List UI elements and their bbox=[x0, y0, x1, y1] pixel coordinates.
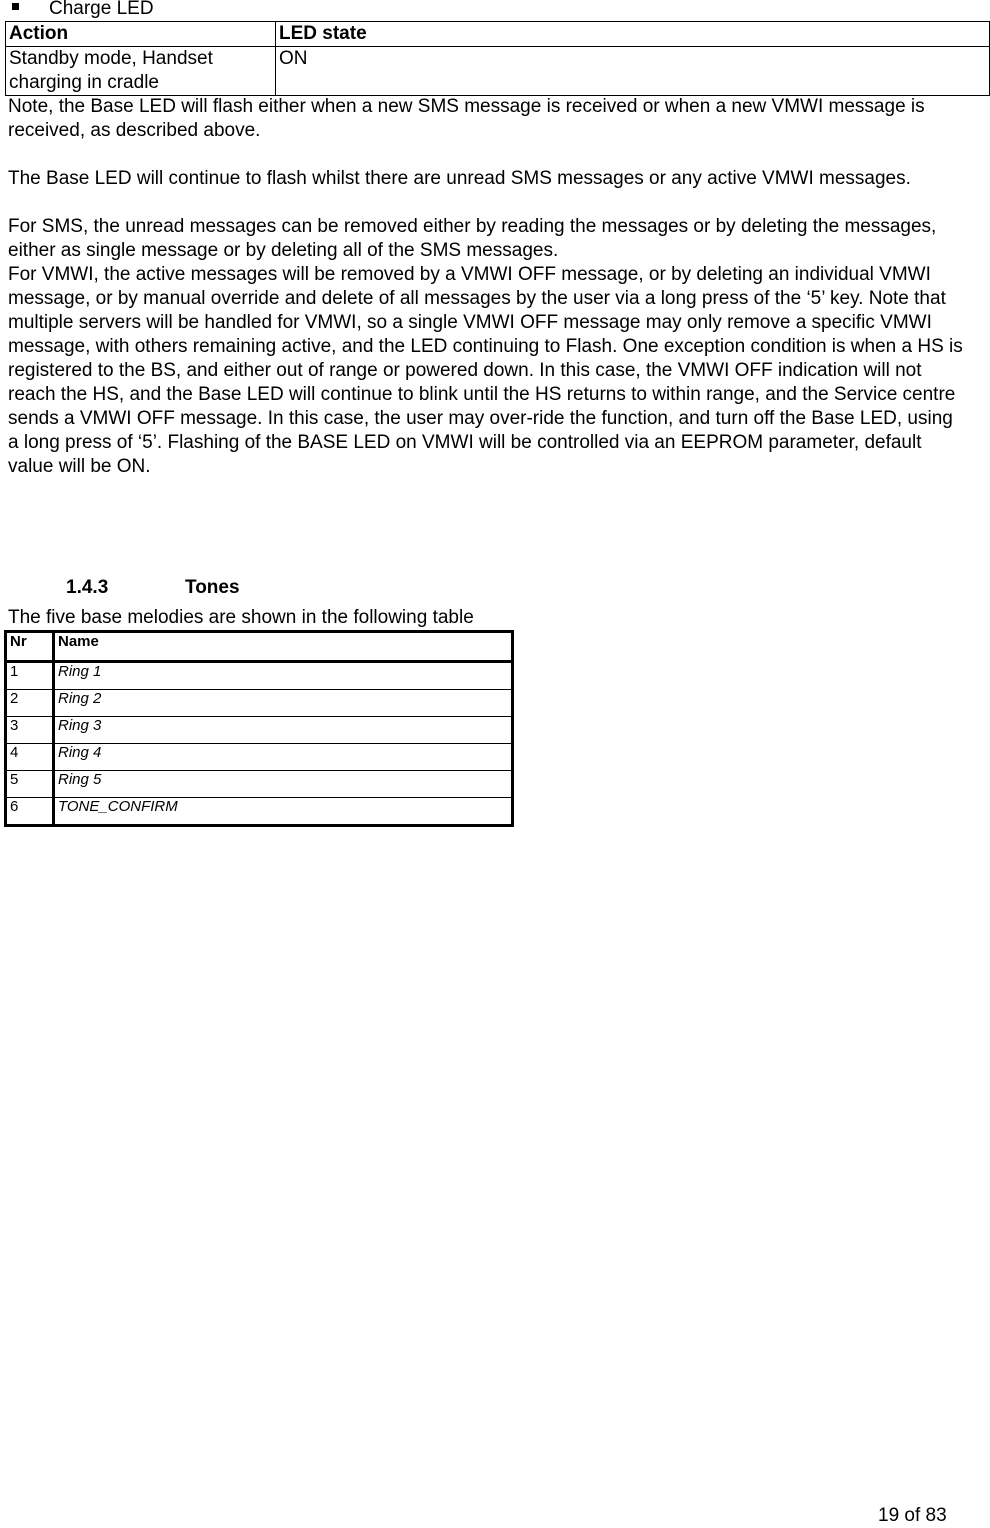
cell-action: Standby mode, Handset charging in cradle bbox=[6, 47, 276, 96]
bullet-charge-led bbox=[12, 0, 154, 20]
cell-name: Ring 1 bbox=[54, 662, 513, 690]
paragraph-note: Note, the Base LED will flash either when a new SMS message is received or when a new VMWI message is received, as described above. bbox=[8, 96, 925, 141]
page-number: 19 of 83 bbox=[878, 1505, 947, 1526]
cell-nr: 2 bbox=[6, 690, 54, 717]
led-state-table bbox=[5, 21, 990, 96]
cell-nr: 5 bbox=[6, 771, 54, 798]
paragraph-continue: The Base LED will continue to flash whilst there are unread SMS messages or any active VMWI messages. bbox=[8, 168, 911, 189]
bullet-text: Charge LED bbox=[49, 0, 154, 19]
paragraph-sms: For SMS, the unread messages can be removed either by reading the messages or by deleting the messages, either as single message or by deleting all of the SMS messages. bbox=[8, 216, 937, 261]
table-row bbox=[6, 744, 513, 771]
section-title: Tones bbox=[185, 577, 240, 598]
header-led-state: LED state bbox=[276, 22, 990, 47]
square-bullet-icon bbox=[12, 3, 19, 10]
table-row bbox=[6, 798, 513, 826]
table-row bbox=[6, 717, 513, 744]
table-row bbox=[6, 690, 513, 717]
section-number: 1.4.3 bbox=[66, 577, 109, 598]
tones-table bbox=[4, 630, 514, 827]
table-row bbox=[6, 47, 990, 96]
cell-name: Ring 2 bbox=[54, 690, 513, 717]
cell-nr: 6 bbox=[6, 798, 54, 826]
table-header-row bbox=[6, 22, 990, 47]
table-row bbox=[6, 771, 513, 798]
table-row bbox=[6, 662, 513, 690]
cell-nr: 3 bbox=[6, 717, 54, 744]
header-name: Name bbox=[54, 632, 513, 662]
section-heading bbox=[66, 576, 240, 600]
cell-nr: 1 bbox=[6, 662, 54, 690]
cell-name: Ring 3 bbox=[54, 717, 513, 744]
cell-name: Ring 5 bbox=[54, 771, 513, 798]
tones-intro: The five base melodies are shown in the following table bbox=[8, 607, 474, 628]
cell-name: TONE_CONFIRM bbox=[54, 798, 513, 826]
paragraph-vmwi: For VMWI, the active messages will be removed by a VMWI OFF message, or by deleting an individual VMWI message, or by manual override and delete of all messages by the user via a long press of the ‘5’ key. Note that multiple servers will be handled for VMWI, so a single VMWI OFF message may only remove a specific VMWI message, with others remaining active, and the LED continuing to Flash. One exception condition is when a HS is registered to the BS, and either out of range or powered down. In this case, the VMWI OFF indication will not reach the HS, and the Base LED will continue to blink until the HS returns to within range, and the Service centre sends a VMWI OFF message. In this case, the user may over-ride the function, and turn off the Base LED, using a long press of ‘5’. Flashing of the BASE LED on VMWI will be controlled via an EEPROM parameter, default value will be ON. bbox=[8, 264, 963, 477]
header-nr: Nr bbox=[6, 632, 54, 662]
table-header-row bbox=[6, 632, 513, 662]
header-action: Action bbox=[6, 22, 276, 47]
cell-name: Ring 4 bbox=[54, 744, 513, 771]
body-text bbox=[8, 95, 968, 479]
cell-led-state: ON bbox=[276, 47, 990, 96]
cell-nr: 4 bbox=[6, 744, 54, 771]
